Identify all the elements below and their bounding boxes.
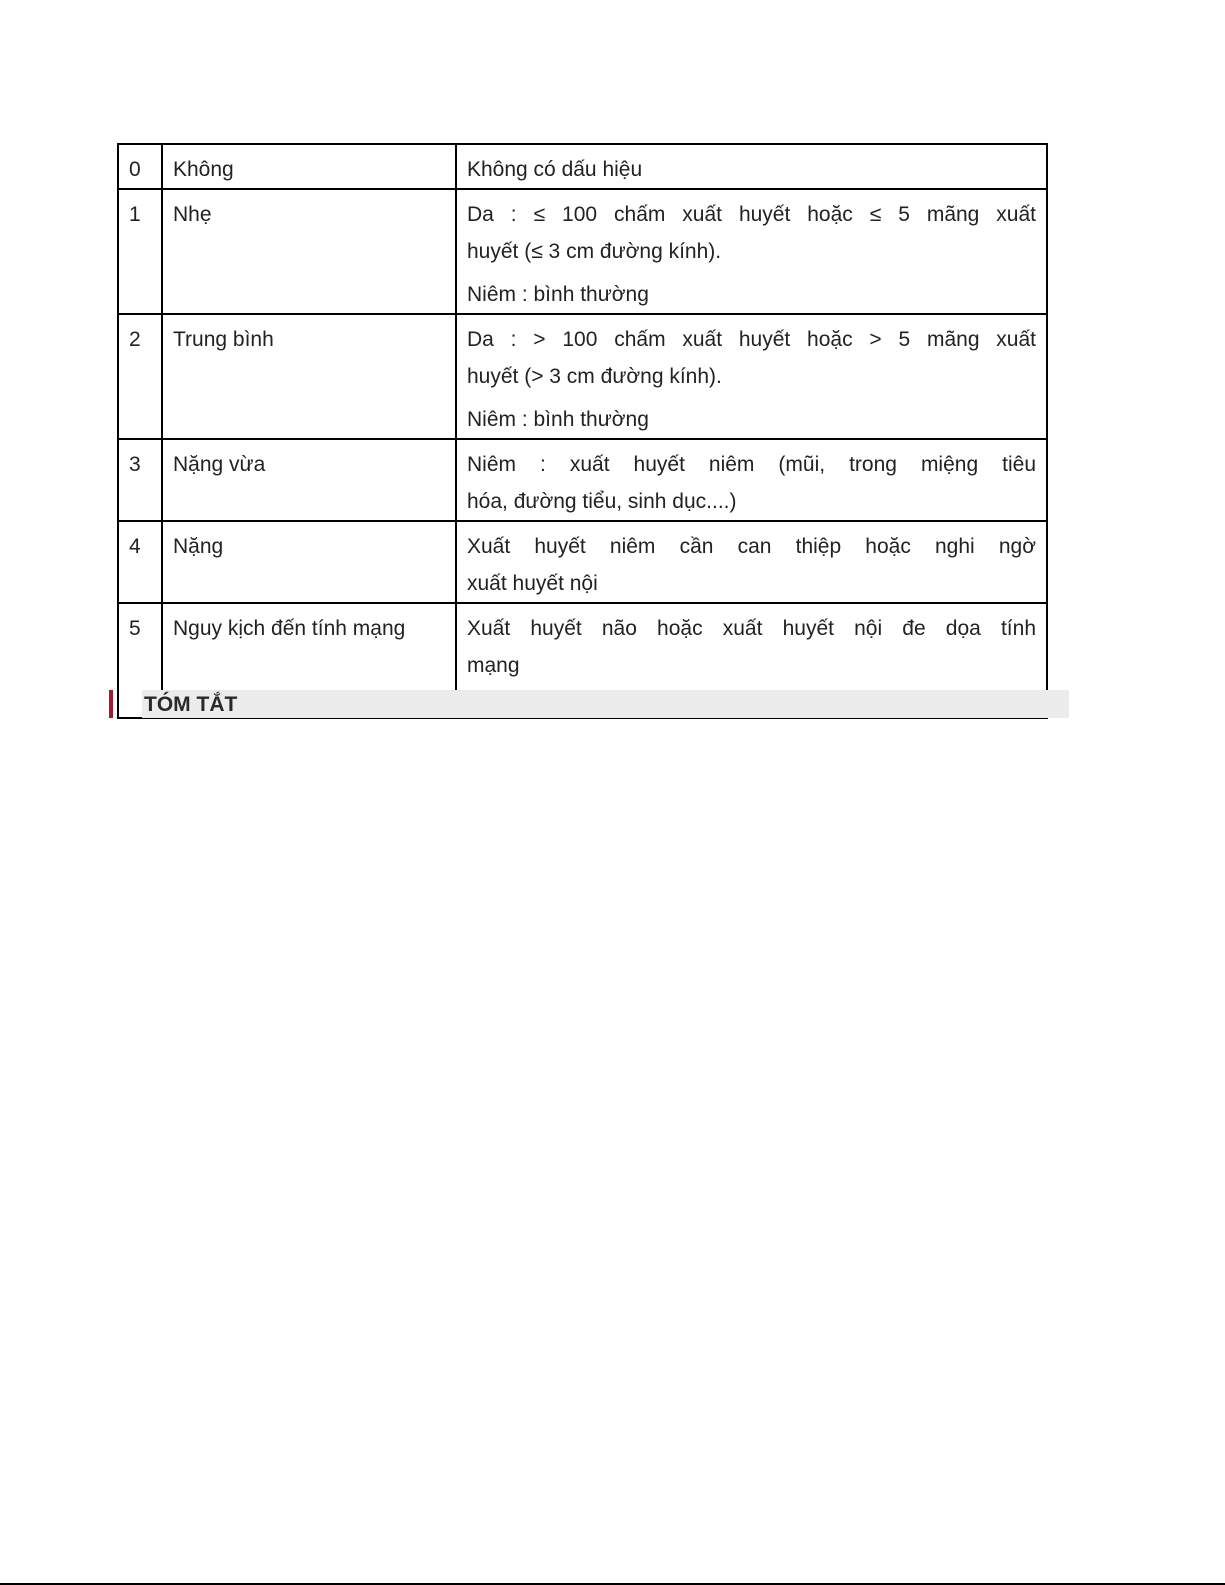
description-line: Không có dấu hiệu (467, 158, 643, 181)
description-line: Niêm : bình thường (467, 408, 649, 431)
grade-description (456, 144, 1047, 189)
table-row (118, 439, 1047, 521)
grade-description (456, 314, 1047, 439)
description-line: Da : > 100 chấm xuất huyết hoặc > 5 mãng xuất (467, 328, 1036, 351)
description-line: Xuất huyết niêm cần can thiệp hoặc nghi ngờ (467, 535, 1036, 558)
grade-level: Nguy kịch đến tính mạng (162, 603, 456, 718)
grade-number: 4 (118, 521, 162, 603)
section-title: TÓM TẮT (144, 693, 238, 716)
description-line: Xuất huyết não hoặc xuất huyết nội đe dọa tính (467, 617, 1036, 640)
grade-number: 1 (118, 189, 162, 314)
grade-number: 2 (118, 314, 162, 439)
description-line: hóa, đường tiểu, sinh dục....) (467, 490, 737, 513)
description-line: Niêm : xuất huyết niêm (mũi, trong miệng tiêu (467, 453, 1036, 476)
grade-level: Không (162, 144, 456, 189)
table-row (118, 189, 1047, 314)
description-line: Da : ≤ 100 chấm xuất huyết hoặc ≤ 5 mãng xuất (467, 203, 1036, 226)
description-line: Niêm : bình thường (467, 283, 649, 306)
grade-level: Nhẹ (162, 189, 456, 314)
grade-level: Nặng (162, 521, 456, 603)
grade-level: Trung bình (162, 314, 456, 439)
table-row (118, 521, 1047, 603)
summary-section-header (142, 690, 1069, 718)
description-line: xuất huyết nội (467, 572, 598, 595)
table-row (118, 144, 1047, 189)
grade-number: 0 (118, 144, 162, 189)
grade-level: Nặng vừa (162, 439, 456, 521)
grade-number: 3 (118, 439, 162, 521)
grade-description (456, 521, 1047, 603)
grade-number: 5 (118, 603, 162, 718)
grade-description (456, 439, 1047, 521)
description-line: huyết (≤ 3 cm đường kính). (467, 240, 722, 263)
grade-description (456, 189, 1047, 314)
section-accent-bar (109, 690, 113, 718)
description-line: huyết (> 3 cm đường kính). (467, 365, 722, 388)
bleeding-grade-table (117, 143, 1048, 719)
description-line: mạng (467, 654, 520, 677)
table-row (118, 314, 1047, 439)
